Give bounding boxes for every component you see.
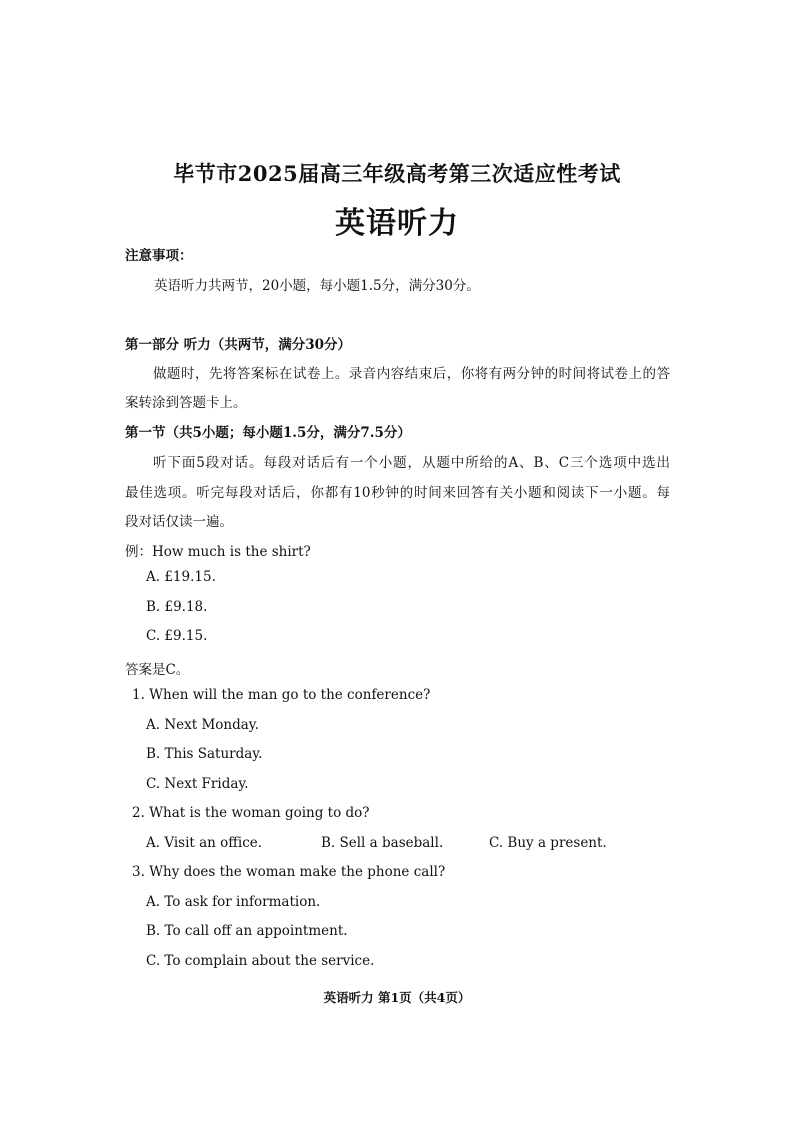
question-1-stem: 1. When will the man go to the conference? — [132, 687, 431, 703]
question-2-stem: 2. What is the woman going to do? — [132, 805, 370, 821]
question-2-option-b: B. Sell a baseball. — [321, 835, 444, 851]
example-option-a: A. £19.15. — [146, 569, 216, 585]
section1-instruction-line: 段对话仅读一遍。 — [125, 514, 233, 530]
part1-instruction-line: 做题时，先将答案标在试卷上。录音内容结束后，你将有两分钟的时间将试卷上的答 — [153, 366, 670, 382]
example-question: 例：How much is the shirt? — [125, 544, 311, 560]
section1-instruction-line: 听下面5段对话。每段对话后有一个小题，从题中所给的A、B、C三个选项中选出 — [153, 455, 670, 471]
question-2-option-c: C. Buy a present. — [489, 835, 607, 851]
part1-heading: 第一部分 听力（共两节，满分30分） — [125, 337, 351, 353]
question-3-option-b: B. To call off an appointment. — [146, 923, 348, 939]
notice-text: 英语听力共两节，20小题，每小题1.5分，满分30分。 — [154, 278, 480, 294]
page-footer: 英语听力 第1页（共4页） — [323, 990, 471, 1005]
example-option-b: B. £9.18. — [146, 599, 208, 615]
example-option-c: C. £9.15. — [146, 628, 208, 644]
section1-heading: 第一节（共5小题；每小题1.5分，满分7.5分） — [125, 425, 411, 441]
question-1-option-b: B. This Saturday. — [146, 746, 263, 762]
notice-heading: 注意事项： — [125, 248, 193, 264]
section1-instruction-line: 最佳选项。听完每段对话后，你都有10秒钟的时间来回答有关小题和阅读下一小题。每 — [125, 485, 670, 501]
question-3-option-a: A. To ask for information. — [146, 894, 321, 910]
question-1-option-a: A. Next Monday. — [146, 717, 259, 733]
question-3-stem: 3. Why does the woman make the phone call? — [132, 864, 446, 880]
part1-instruction-line: 案转涂到答题卡上。 — [125, 395, 247, 411]
subject-title: 英语听力 — [335, 206, 459, 241]
question-1-option-c: C. Next Friday. — [146, 776, 249, 792]
exam-title: 毕节市2025届高三年级高考第三次适应性考试 — [173, 161, 621, 186]
question-2-option-a: A. Visit an office. — [146, 835, 263, 851]
question-3-option-c: C. To complain about the service. — [146, 953, 375, 969]
example-answer: 答案是C。 — [125, 662, 190, 678]
